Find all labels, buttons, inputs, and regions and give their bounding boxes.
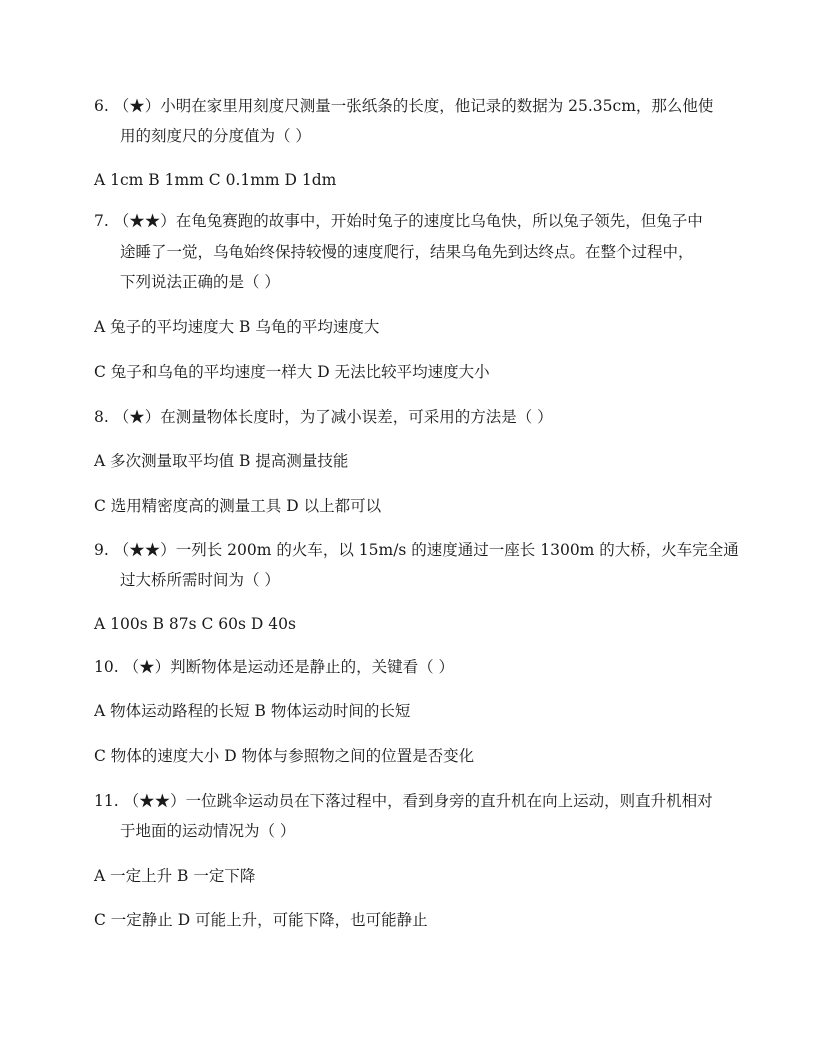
question-7-stem-line-1: 7. （★★）在龟兔赛跑的故事中，开始时兔子的速度比乌龟快，所以兔子领先，但兔子中 bbox=[94, 212, 703, 230]
question-6-stem-line-2: 用的刻度尺的分度值为（ ） bbox=[120, 127, 311, 145]
question-11-stem-line-2: 于地面的运动情况为（ ） bbox=[120, 822, 296, 840]
question-11-stem-line-1: 11. （★★）一位跳伞运动员在下落过程中，看到身旁的直升机在向上运动，则直升机相对 bbox=[94, 792, 713, 810]
question-6-stem-line-1: 6. （★）小明在家里用刻度尺测量一张纸条的长度，他记录的数据为 25.35cm，那么他使 bbox=[94, 97, 714, 115]
question-6-options: A 1cm B 1mm C 0.1mm D 1dm bbox=[94, 171, 337, 189]
question-8-stem: 8. （★）在测量物体长度时，为了减小误差，可采用的方法是（ ） bbox=[94, 408, 553, 426]
question-10-options-line-2: C 物体的速度大小 D 物体与参照物之间的位置是否变化 bbox=[94, 747, 475, 765]
question-11-options-line-2: C 一定静止 D 可能上升，可能下降，也可能静止 bbox=[94, 911, 428, 929]
question-7-options-line-2: C 兔子和乌龟的平均速度一样大 D 无法比较平均速度大小 bbox=[94, 363, 490, 381]
question-10-stem: 10. （★）判断物体是运动还是静止的，关键看（ ） bbox=[94, 658, 455, 676]
question-8-options-line-2: C 选用精密度高的测量工具 D 以上都可以 bbox=[94, 497, 382, 515]
question-8-options-line-1: A 多次测量取平均值 B 提高测量技能 bbox=[94, 452, 349, 470]
question-11-options-line-1: A 一定上升 B 一定下降 bbox=[94, 867, 256, 885]
question-7-options-line-1: A 兔子的平均速度大 B 乌龟的平均速度大 bbox=[94, 318, 380, 336]
question-9-options: A 100s B 87s C 60s D 40s bbox=[94, 615, 296, 633]
question-7-stem-line-2: 途睡了一觉，乌龟始终保持较慢的速度爬行，结果乌龟先到达终点。在整个过程中， bbox=[120, 243, 694, 261]
question-9-stem-line-2: 过大桥所需时间为（ ） bbox=[120, 571, 280, 589]
question-9-stem-line-1: 9. （★★）一列长 200m 的火车，以 15m/s 的速度通过一座长 1300m 的大桥，火车完全通 bbox=[94, 541, 739, 559]
question-7-stem-line-3: 下列说法正确的是（ ） bbox=[120, 273, 280, 291]
question-10-options-line-1: A 物体运动路程的长短 B 物体运动时间的长短 bbox=[94, 702, 411, 720]
